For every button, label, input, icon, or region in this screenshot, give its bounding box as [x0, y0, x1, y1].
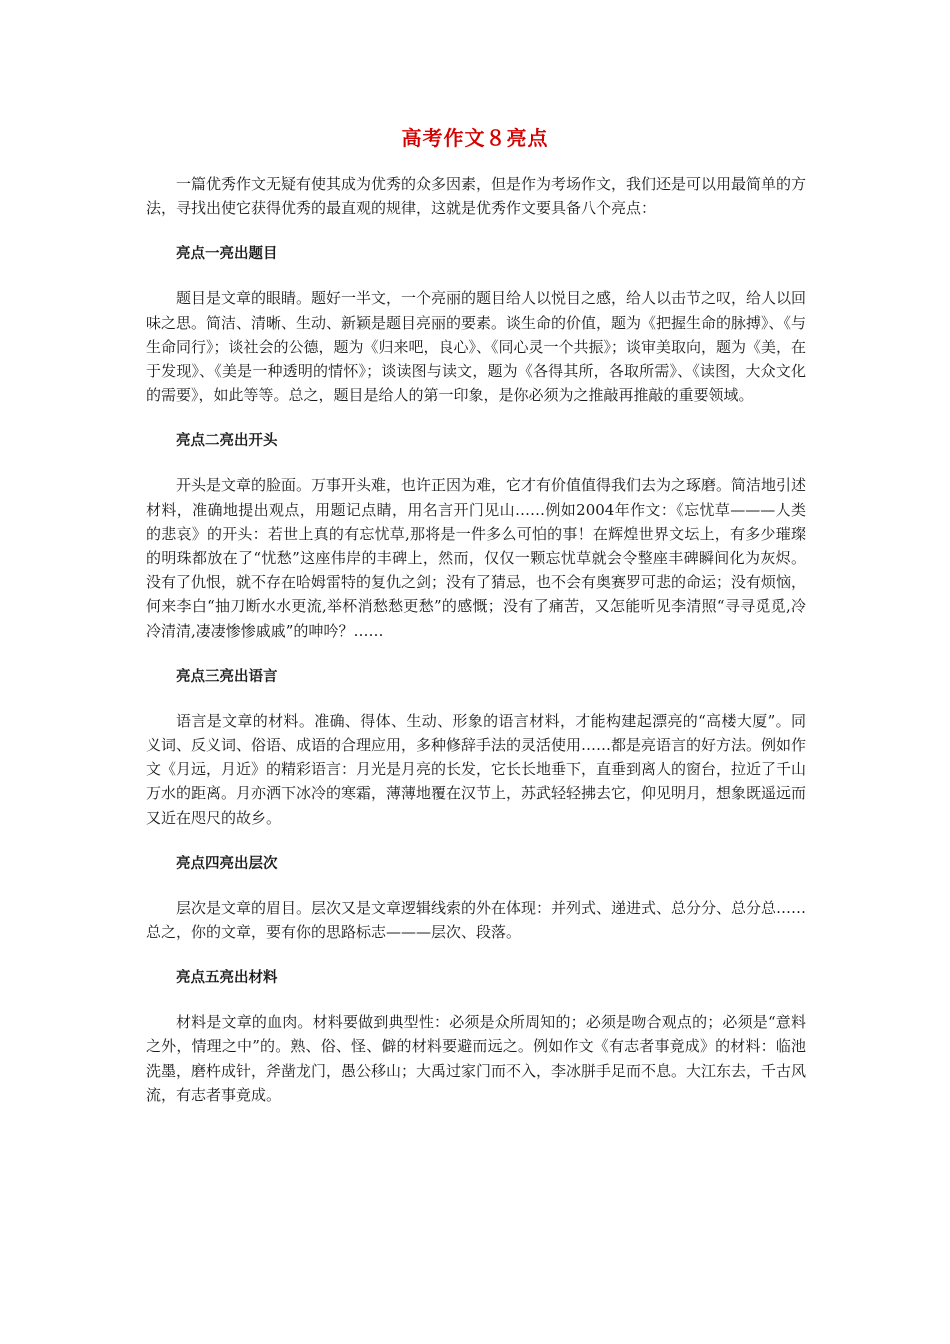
section-paragraph-1: 题目是文章的眼睛。题好一半文，一个亮丽的题目给人以悦目之感，给人以击节之叹，给人以回味之思。简洁、清晰、生动、新颖是题目亮丽的要素。谈生命的价值，题为《把握生命的脉搏》、《与生命同行》；谈社会的公德，题为《归来吧，良心》、《同心灵一个共振》；谈审美取向，题为《美，在于发现》、《美是一种透明的情怀》；谈读图与读文，题为《各得其所，各取所需》、《读图，大众文化的需要》，如此等等。总之，题目是给人的第一印象，是你必须为之推敲再推敲的重要领域。: [146, 289, 807, 405]
spacer: [146, 220, 806, 242]
document-title: 高考作文８亮点: [401, 126, 549, 150]
spacer: [146, 830, 806, 852]
spacer: [146, 990, 806, 1010]
section-heading-2: 亮点二亮出开头: [176, 433, 278, 450]
section-paragraph-5: 材料是文章的血肉。材料要做到典型性：必须是众所周知的；必须是吻合观点的；必须是“意料之外，情理之中”的。熟、俗、怪、僻的材料要避而远之。例如作文《有志者事竟成》的材料：临池洗墨，磨杵成针，斧凿龙门，愚公移山；大禹过家门而不入，李冰胼手足而不息。大江东去，千古风流，有志者事竟成。: [146, 1013, 807, 1104]
spacer: [146, 689, 806, 709]
spacer: [146, 643, 806, 665]
section-paragraph-2: 开头是文章的脸面。万事开头难，也许正因为难，它才有价值值得我们去为之琢磨。简洁地引述材料，准确地提出观点，用题记点睛，用名言开门见山……例如2004年作文：《忘忧草———人类的悲哀》的开头：若世上真的有忘忧草,那将是一件多么可怕的事！在辉煌世界文坛上，有多少璀璨的明珠都放在了“忧愁”这座伟岸的丰碑上，然而，仅仅一颗忘忧草就会令整座丰碑瞬间化为灰烬。没有了仇恨，就不存在哈姆雷特的复仇之剑；没有了猜忌，也不会有奥赛罗可悲的命运；没有烦恼，何来李白“抽刀断水水更流,举杯消愁愁更愁”的感慨；没有了痛苦，又怎能听见李清照“寻寻觅觅,冷冷清清,凄凄惨惨戚戚”的呻吟？……: [146, 476, 807, 640]
section-heading-5: 亮点五亮出材料: [176, 970, 278, 987]
section-paragraph-4: 层次是文章的眉目。层次又是文章逻辑线索的外在体现：并列式、递进式、总分分、总分总……总之，你的文章，要有你的思路标志———层次、段落。: [146, 898, 807, 942]
section-heading-3: 亮点三亮出语言: [176, 668, 278, 685]
section-heading-1: 亮点一亮出题目: [176, 246, 278, 263]
document-body: [146, 172, 806, 1107]
spacer: [146, 453, 806, 473]
spacer: [146, 266, 806, 286]
intro-paragraph: 一篇优秀作文无疑有使其成为优秀的众多因素，但是作为考场作文，我们还是可以用最简单的方法，寻找出使它获得优秀的最直观的规律，这就是优秀作文要具备八个亮点：: [146, 175, 807, 218]
section-heading-4: 亮点四亮出层次: [176, 855, 278, 872]
spacer: [146, 876, 806, 896]
spacer: [146, 944, 806, 966]
section-paragraph-3: 语言是文章的材料。准确、得体、生动、形象的语言材料，才能构建起漂亮的“高楼大厦”。同义词、反义词、俗语、成语的合理应用，多种修辞手法的灵活使用……都是亮语言的好方法。例如作文《月远，月近》的精彩语言：月光是月亮的长发，它长长地垂下，直垂到离人的窗台，拉近了千山万水的距离。月亦洒下冰冷的寒霜，薄薄地覆在汉节上，苏武轻轻拂去它，仰见明月，想象既遥远而又近在咫尺的故乡。: [146, 711, 807, 827]
spacer: [146, 407, 806, 429]
